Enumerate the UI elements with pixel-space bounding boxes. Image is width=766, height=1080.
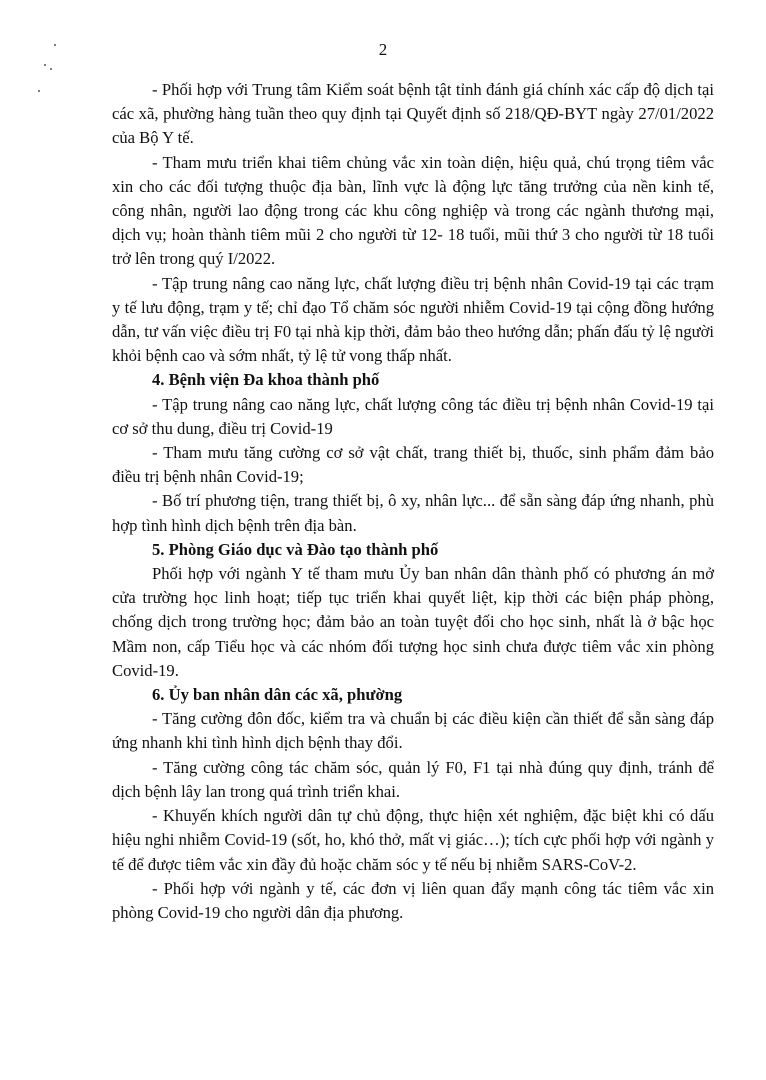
paragraph: - Phối hợp với ngành y tế, các đơn vị liên quan đẩy mạnh công tác tiêm vắc xin phòng Covid-19 cho người dân địa phương. [112, 878, 714, 922]
paragraph: Phối hợp với ngành Y tế tham mưu Ủy ban nhân dân thành phố có phương án mở cửa trường học linh hoạt; tiếp tục triển khai quyết liệt, kịp thời các biện pháp phòng, chống dịch trong trường học; đảm bảo an toàn tuyệt đối cho học sinh, nhất là ở bậc học Mầm non, cấp Tiểu học và các nhóm đối tượng học sinh chưa được tiêm vắc xin phòng Covid-19. [112, 564, 714, 680]
paragraph: - Khuyến khích người dân tự chủ động, thực hiện xét nghiệm, đặc biệt khi có dấu hiệu nghi nhiễm Covid-19 (sốt, ho, khó thở, mất vị giác…); tích cực phối hợp với ngành y tế để được tiêm vắc xin đầy đủ hoặc chăm sóc y tế nếu bị nhiễm SARS-CoV-2. [112, 806, 714, 874]
section-heading-4: 4. Bệnh viện Đa khoa thành phố [152, 370, 380, 390]
paragraph: - Tham mưu tăng cường cơ sở vật chất, trang thiết bị, thuốc, sinh phẩm đảm bảo điều trị bệnh nhân Covid-19; [112, 443, 714, 487]
paragraph: - Phối hợp với Trung tâm Kiểm soát bệnh tật tỉnh đánh giá chính xác cấp độ dịch tại các xã, phường hàng tuần theo quy định tại Quyết định số 218/QĐ-BYT ngày 27/01/2022 của Bộ Y tế. [112, 80, 714, 148]
paragraph: - Tăng cường công tác chăm sóc, quản lý F0, F1 tại nhà đúng quy định, tránh để dịch bệnh lây lan trong quá trình triển khai. [112, 757, 714, 801]
document-body [112, 78, 714, 925]
paragraph: - Tham mưu triển khai tiêm chủng vắc xin toàn diện, hiệu quả, chú trọng tiêm vắc xin cho các đối tượng thuộc địa bàn, lĩnh vực là động lực tăng trưởng của nền kinh tế, công nhân, người lao động trong các khu công nghiệp và trong các ngành thương mại, dịch vụ; hoàn thành tiêm mũi 2 cho người từ 12- 18 tuổi, mũi thứ 3 cho người từ 18 tuổi trở lên trong quý I/2022. [112, 152, 714, 269]
paragraph: - Tăng cường đôn đốc, kiểm tra và chuẩn bị các điều kiện cần thiết để sẵn sàng đáp ứng nhanh khi tình hình dịch bệnh thay đổi. [112, 709, 714, 753]
page-number: 2 [378, 40, 388, 59]
paragraph: - Bố trí phương tiện, trang thiết bị, ô xy, nhân lực... để sẵn sàng đáp ứng nhanh, phù hợp tình hình dịch bệnh trên địa bàn. [112, 491, 714, 535]
paragraph: - Tập trung nâng cao năng lực, chất lượng điều trị bệnh nhân Covid-19 tại các trạm y tế lưu động, trạm y tế; chỉ đạo Tổ chăm sóc người nhiễm Covid-19 tại cộng đồng hướng dẫn, tư vấn việc điều trị F0 tại nhà kịp thời, đảm bảo theo hướng dẫn; phấn đấu tỷ lệ người khỏi bệnh cao và sớm nhất, tỷ lệ tử vong thấp nhất. [112, 273, 714, 366]
section-heading-5: 5. Phòng Giáo dục và Đào tạo thành phố [152, 539, 439, 559]
section-heading-6: 6. Ủy ban nhân dân các xã, phường [152, 685, 403, 705]
paragraph: - Tập trung nâng cao năng lực, chất lượng công tác điều trị bệnh nhân Covid-19 tại cơ sở thu dung, điều trị Covid-19 [112, 394, 714, 438]
